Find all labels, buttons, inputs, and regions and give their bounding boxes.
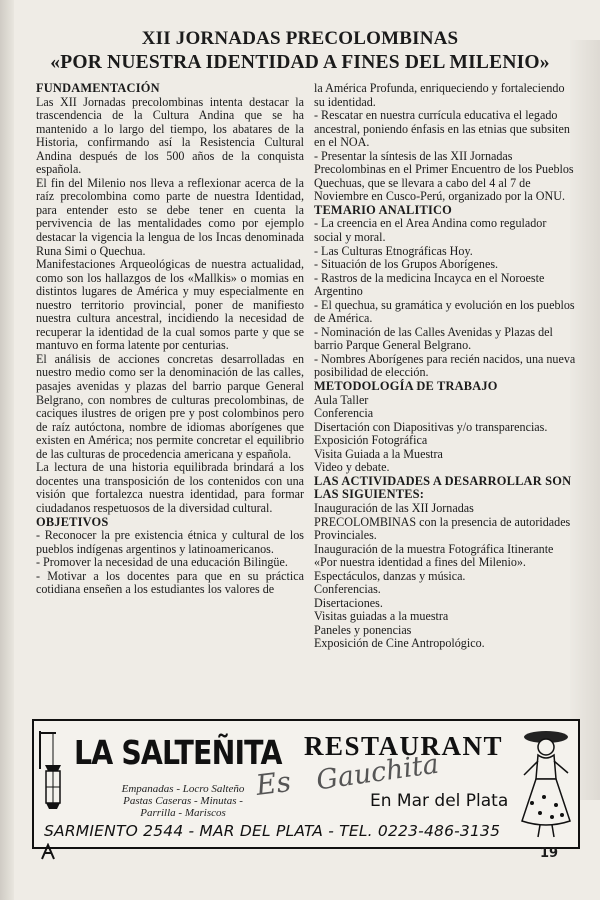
objective-item: - Promover la necesidad de una educación Bilingüe. bbox=[36, 555, 288, 570]
location-text: En Mar del Plata bbox=[370, 791, 509, 811]
objective-item: - Presentar la síntesis de las XII Jornadas Precolombinas en el Primer Encuentro de los Pueblos Quechuas, que se llevara a cabo del 4 al 7 de Noviembre en Cusco-Perú, organizado por la ONU. bbox=[314, 148, 574, 204]
metodo-item: Video y debate. bbox=[314, 460, 390, 475]
decorative-mark-icon bbox=[40, 843, 56, 861]
right-column bbox=[314, 82, 576, 651]
menu-line: Pastas Caseras - Minutas - bbox=[123, 795, 243, 807]
restaurant-advertisement bbox=[32, 719, 580, 849]
temario-item: - Situación de los Grupos Aborígenes. bbox=[314, 257, 499, 272]
activity-item: Inauguración de las XII Jornadas PRECOLOMBINAS con la presencia de autoridades Provinciales. bbox=[314, 500, 571, 543]
paragraph: El análisis de acciones concretas desarrolladas en nuestro medio como ser la denominación de las calles, pasajes avenidas y plazas del barrio parque General Belgrano, con nombres de culturas precolombinas, de caciques ilustres de origen pre y post colombinos pero de raíz autóctona, nombre de idiomas aborígenes que existen en América; nos permite concretar el equilibrio de las culturas de procedencia americana y española. bbox=[36, 351, 304, 461]
menu-list bbox=[108, 783, 258, 819]
activity-item: Conferencias. bbox=[314, 582, 381, 597]
temario-item: - Nominación de las Calles Avenidas y Plazas del barrio Parque General Belgrano. bbox=[314, 324, 553, 353]
page-number: 19 bbox=[540, 846, 559, 861]
paragraph: Manifestaciones Arqueológicas de nuestra actualidad, como son los hallazgos de los «Mallkis» o momias en distintos lugares de América y muy especialmente en nuestro territorio provincial, poner de manifiesto nuestra cultura ancestral, incidiendo la necesidad de recuperar la identidad de la cual somos parte y que se mantuvo en forma latente por centurias. bbox=[36, 257, 304, 353]
menu-line: Empanadas - Locro Salteño bbox=[121, 783, 245, 795]
heading-metodologia: METODOLOGÍA DE TRABAJO bbox=[314, 379, 498, 394]
metodo-item: Conferencia bbox=[314, 406, 374, 421]
temario-item: - La creencia en el Area Andina como regulador social y moral. bbox=[314, 216, 547, 245]
page-title-line-2: «POR NUESTRA IDENTIDAD A FINES DEL MILENIO» bbox=[50, 52, 550, 73]
activity-item: Exposición de Cine Antropológico. bbox=[314, 636, 485, 651]
script-es: Es bbox=[254, 765, 293, 802]
heading-temario: TEMARIO ANALITICO bbox=[314, 202, 452, 217]
temario-item: - Nombres Aborígenes para recién nacidos, una nueva posibilidad de elección. bbox=[314, 351, 576, 380]
paragraph: Las XII Jornadas precolombinas intenta destacar la trascendencia de la Cultura Andina que se ha mantenido a lo largo del tiempo, los abatares de la Historia, confirmando así la Resistencia Cultural Andina después de los 500 años de la conquista española. bbox=[36, 94, 304, 177]
activity-item: Inauguración de la muestra Fotográfica Itinerante «Por nuestra identidad a fines del Milenio». bbox=[314, 541, 554, 570]
page-left-edge bbox=[0, 0, 14, 900]
heading-objetivos: OBJETIVOS bbox=[36, 514, 109, 529]
heading-fundamentacion: FUNDAMENTACIÓN bbox=[36, 81, 160, 95]
objective-item: la América Profunda, enriqueciendo y fortaleciendo su identidad. bbox=[314, 81, 565, 109]
temario-item: - Rastros de la medicina Incayca en el Noroeste Argentino bbox=[314, 270, 545, 299]
page-title-line-1: XII JORNADAS PRECOLOMBINAS bbox=[141, 28, 459, 49]
metodo-item: Exposición Fotográfica bbox=[314, 433, 428, 448]
activity-item: Espectáculos, danzas y música. bbox=[314, 568, 466, 583]
script-gauchita: Gauchita bbox=[314, 748, 441, 797]
brand-name: LA SALTEÑITA bbox=[74, 733, 282, 772]
dancer-illustration-icon bbox=[516, 725, 574, 841]
activity-item: Paneles y ponencias bbox=[314, 622, 412, 637]
paragraph: El fin del Milenio nos lleva a reflexionar acerca de la raíz precolombina como parte de nuestra Identidad, para entender esto se debe tener en cuenta la pervivencia de las mentalidades como por ejemplo destacar la vigencia la lengua de los Incas denominada Runa Simi o Quechua. bbox=[36, 175, 304, 258]
objective-item: - Reconocer la pre existencia étnica y cultural de los pueblos indígenas argentinos y latinoamericanos. bbox=[36, 528, 304, 556]
temario-item: - Las Culturas Etnográficas Hoy. bbox=[314, 243, 473, 258]
temario-item: - El quechua, su gramática y evolución en los pueblos de América. bbox=[314, 297, 575, 326]
objective-item: - Rescatar en nuestra currícula educativa el legado ancestral, poniendo énfasis en las etnias que subsiten en el NOA. bbox=[314, 108, 570, 150]
paragraph: La lectura de una historia equilibrada brindará a los docentes una transposición de los contenidos con una visión que fortalezca nuestra identidad, para formar ciudadanos respetuosos de la diversidad cultural. bbox=[36, 460, 304, 515]
address-line: SARMIENTO 2544 - MAR DEL PLATA - TEL. 0223-486-3135 bbox=[44, 822, 501, 840]
left-column bbox=[36, 82, 304, 597]
metodo-item: Aula Taller bbox=[314, 392, 369, 407]
restaurant-label: RESTAURANT bbox=[304, 731, 504, 761]
objective-item: - Motivar a los docentes para que en su práctica cotidiana enseñen a los estudiantes los valores de bbox=[36, 568, 304, 597]
menu-line: Parrilla - Mariscos bbox=[140, 807, 226, 819]
metodo-item: Visita Guiada a la Muestra bbox=[314, 446, 443, 461]
activity-item: Visitas guiadas a la muestra bbox=[314, 609, 449, 624]
metodo-item: Disertación con Diapositivas y/o transparencias. bbox=[314, 419, 548, 434]
activity-item: Disertaciones. bbox=[314, 595, 383, 610]
heading-actividades: LAS ACTIVIDADES A DESARROLLAR SON LAS SIGUIENTES: bbox=[314, 473, 572, 502]
